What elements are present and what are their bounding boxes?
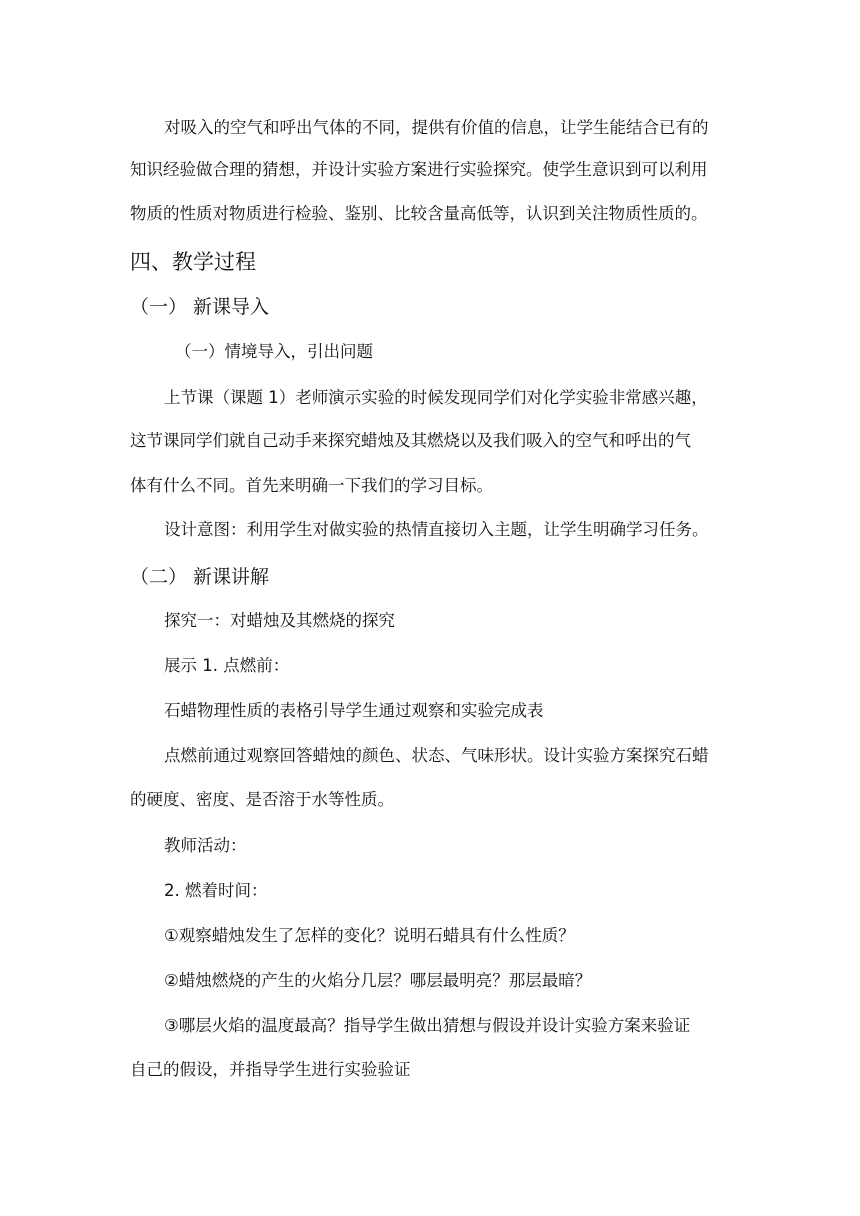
burning-item: 2. 燃着时间： — [164, 881, 268, 900]
design-intent: 设计意图：利用学生对做实验的热情直接切入主题，让学生明确学习任务。 — [164, 520, 709, 539]
paragraph-line: 的硬度、密度、是否溶于水等性质。 — [130, 790, 394, 809]
question-3: ③哪层火焰的温度最高？指导学生做出猜想与假设并设计实验方案来验证 — [164, 1016, 691, 1035]
table-guide: 石蜡物理性质的表格引导学生通过观察和实验完成表 — [164, 701, 544, 720]
question-2: ②蜡烛燃烧的产生的火焰分几层？哪层最明亮？那层最暗？ — [164, 971, 592, 990]
show-item: 展示 1. 点燃前： — [164, 656, 290, 675]
question-3-continued: 自己的假设，并指导学生进行实验验证 — [130, 1060, 411, 1079]
question-1: ①观察蜡烛发生了怎样的变化？说明石蜡具有什么性质？ — [164, 926, 575, 945]
paragraph-line: 对吸入的空气和呼出气体的不同，提供有价值的信息，让学生能结合已有的 — [164, 118, 709, 137]
section-heading: 四、教学过程 — [130, 250, 256, 274]
subsection-heading: （二） 新课讲解 — [130, 566, 270, 588]
paragraph-line: 点燃前通过观察回答蜡烛的颜色、状态、气味形状。设计实验方案探究石蜡 — [164, 746, 709, 765]
explore-heading: 探究一：对蜡烛及其燃烧的探究 — [164, 611, 395, 630]
paragraph-line: 知识经验做合理的猜想，并设计实验方案进行实验探究。使学生意识到可以利用 — [130, 160, 708, 179]
teacher-activity: 教师活动： — [164, 836, 247, 855]
paragraph-line: 体有什么不同。首先来明确一下我们的学习目标。 — [130, 476, 493, 495]
sub-item-heading: （一）情境导入，引出问题 — [175, 342, 373, 361]
paragraph-line: 物质的性质对物质进行检验、鉴别、比较含量高低等，认识到关注物质性质的。 — [130, 204, 708, 223]
subsection-heading: （一） 新课导入 — [130, 296, 270, 318]
paragraph-line: 上节课（课题 1）老师演示实验的时候发现同学们对化学实验非常感兴趣， — [164, 388, 708, 407]
paragraph-line: 这节课同学们就自己动手来探究蜡烛及其燃烧以及我们吸入的空气和呼出的气 — [130, 431, 691, 450]
